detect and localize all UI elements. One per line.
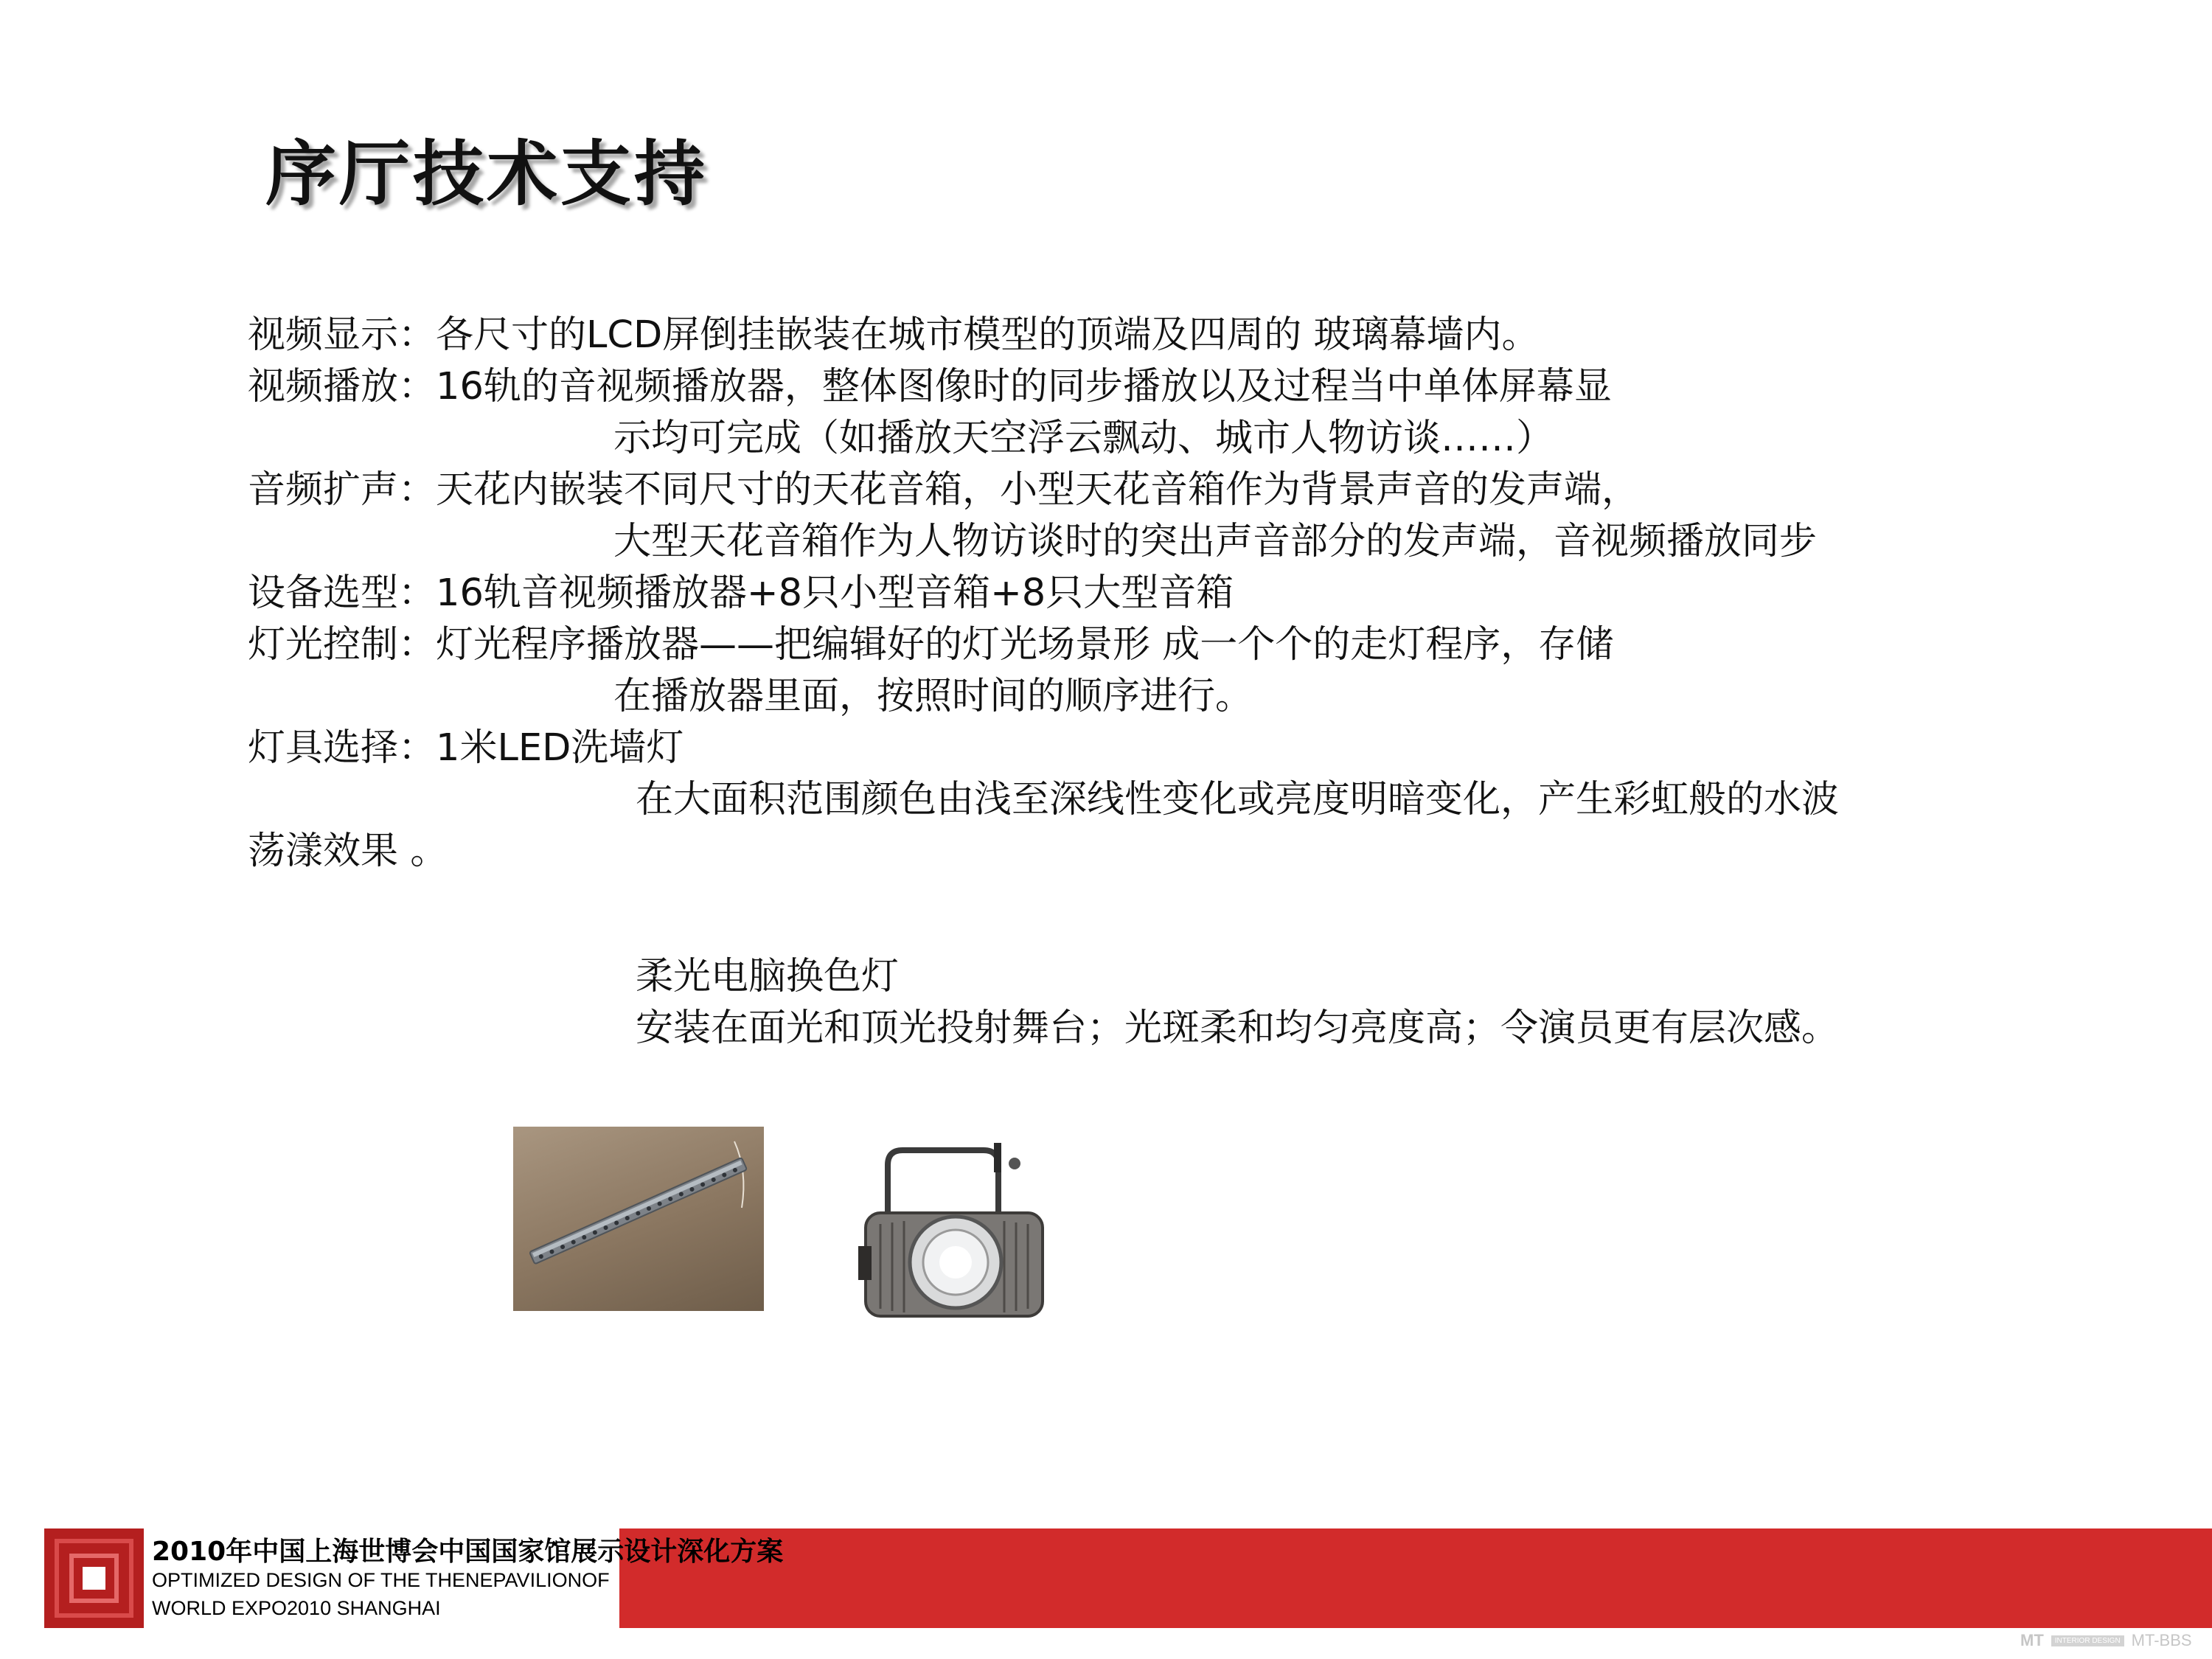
soft-light-name: 柔光电脑换色灯 <box>636 955 900 998</box>
tech-support-text <box>248 310 2106 1054</box>
audio-continuation: 大型天花音箱作为人物访谈时的突出声音部分的发声端，音视频播放同步 <box>613 520 1818 563</box>
video-display-line: 视频显示：各尺寸的LCD屏倒挂嵌装在城市模型的顶端及四周的 玻璃幕墙内。 <box>248 313 1540 357</box>
expo-logo <box>44 1528 144 1628</box>
watermark-site: MT-BBS <box>2131 1631 2192 1649</box>
spacer <box>248 877 2106 951</box>
fixture-selection-line: 灯具选择：1米LED洗墙灯 <box>248 726 684 770</box>
led-wall-washer-illustration <box>513 1127 764 1311</box>
fresnel-spotlight-illustration <box>858 1135 1072 1342</box>
fixture-description-continuation: 荡漾效果 。 <box>248 830 448 873</box>
page-title: 序厅技术支持 <box>265 133 708 215</box>
footer-english-line-1: OPTIMIZED DESIGN OF THE THENEPAVILIONOF <box>152 1569 610 1591</box>
lighting-control-line: 灯光控制：灯光程序播放器——把编辑好的灯光场景形 成一个个的走灯程序，存储 <box>248 623 1614 667</box>
watermark-mark: MT <box>2020 1631 2044 1649</box>
watermark-badge: INTERIOR DESIGN <box>2051 1635 2124 1646</box>
led-wall-washer-photo <box>513 1127 764 1311</box>
audio-line: 音频扩声：天花内嵌装不同尺寸的天花音箱，小型天花音箱作为背景声音的发声端， <box>248 468 1640 512</box>
footer-chinese-title: 2010年中国上海世博会中国国家馆展示设计深化方案 <box>152 1537 784 1567</box>
site-watermark <box>2020 1626 2192 1655</box>
fixture-description-line: 在大面积范围颜色由浅至深线性变化或亮度明暗变化，产生彩虹般的水波 <box>636 778 1840 821</box>
soft-light-fixture-photo <box>858 1135 1072 1342</box>
video-playback-continuation: 示均可完成（如播放天空浮云飘动、城市人物访谈……） <box>613 417 1554 460</box>
video-playback-line: 视频播放：16轨的音视频播放器，整体图像时的同步播放以及过程当中单体屏幕显 <box>248 365 1612 408</box>
soft-light-description: 安装在面光和顶光投射舞台；光斑柔和均匀亮度高；令演员更有层次感。 <box>636 1006 1840 1050</box>
footer-english-line-2: WORLD EXPO2010 SHANGHAI <box>152 1597 441 1619</box>
lighting-control-continuation: 在播放器里面，按照时间的顺序进行。 <box>613 675 1253 718</box>
equipment-line: 设备选型：16轨音视频播放器+8只小型音箱+8只大型音箱 <box>248 571 1234 615</box>
